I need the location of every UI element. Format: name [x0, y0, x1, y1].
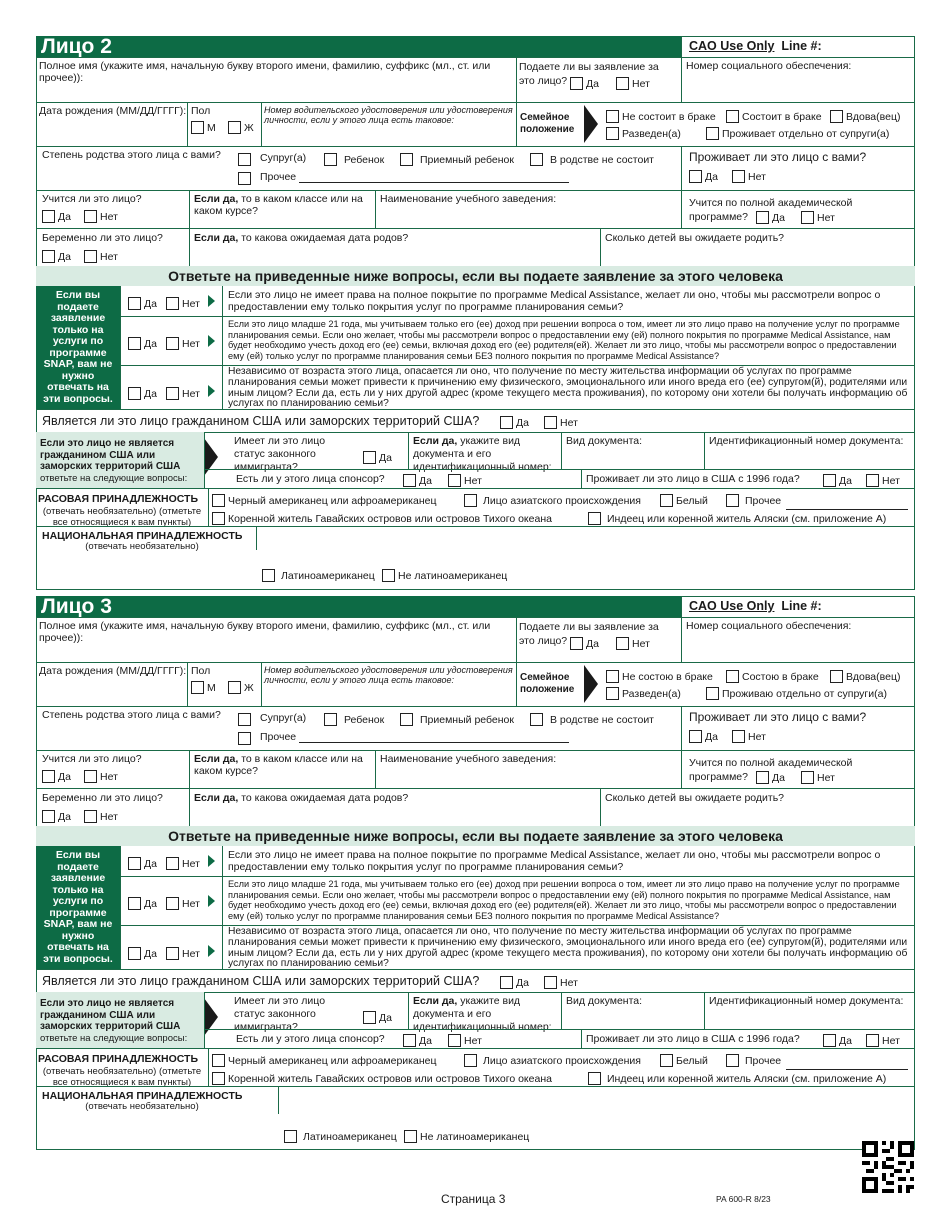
since1996-yes-label: Да: [839, 474, 852, 487]
marital-married-label: Состоит в браке: [742, 110, 822, 123]
applying-no-label: Нет: [632, 637, 650, 650]
race-native-checkbox[interactable]: [588, 1072, 601, 1085]
doc-type-question: Если да, укажите вид документа и его идентификационный номер:: [413, 435, 552, 473]
student-yes-checkbox[interactable]: [42, 770, 55, 783]
snap-note: Если вы подаете заявление только на услуги по программе SNAP, вам не нужно отвечать на эти вопросы.: [36, 286, 120, 409]
since1996-yes-checkbox[interactable]: [823, 474, 836, 487]
marital-single-checkbox[interactable]: [606, 670, 619, 683]
rel-child-checkbox[interactable]: [324, 153, 337, 166]
citizen-question: Является ли это лицо гражданином США или заморских территорий США?: [42, 974, 480, 988]
lives-with-yes-checkbox[interactable]: [689, 730, 702, 743]
race-hawaiian-checkbox[interactable]: [212, 1072, 225, 1085]
eth-nonhispanic-checkbox[interactable]: [404, 1130, 417, 1143]
lives-with-no-checkbox[interactable]: [732, 730, 745, 743]
license-label: Номер водительского удостоверения или удостоверения личности, если у этого лица есть таковое:: [264, 665, 513, 685]
doc-id-label: Идентификационный номер документа:: [709, 435, 904, 447]
due-date-question: Если да, то какова ожидаемая дата родов?: [194, 232, 409, 244]
ethnicity-title: НАЦИОНАЛЬНАЯ ПРИНАДЛЕЖНОСТЬ: [42, 1090, 243, 1102]
eth-hispanic-label: Латиноамериканец: [281, 569, 375, 582]
sex-f-label: Ж: [244, 121, 254, 134]
rel-spouse-checkbox[interactable]: [238, 713, 251, 726]
race-black-checkbox[interactable]: [212, 1054, 225, 1067]
race-white-checkbox[interactable]: [660, 494, 673, 507]
sex-m-checkbox[interactable]: [191, 121, 204, 134]
student-yes-label: Да: [58, 770, 71, 783]
race-other-input[interactable]: [786, 498, 908, 510]
grade-question: Если да, то в каком классе или на каком курсе?: [194, 753, 363, 777]
pregnant-yes-label: Да: [58, 250, 71, 263]
marital-single-label: Не состоит в браке: [622, 110, 716, 123]
fp-question-2: Если это лицо младше 21 года, мы учитываем только его (ее) доход при решении вопроса о том, имеет ли это лицо право на получение услуг по программе планирования семьи. Если оно желает, чтобы мы рассмотрели вопрос о предоставлении ему (ей) полного покрытия по программе Medical Assistance, нам будет необходимо учесть доход его (ее) семьи, включая доход его (ее) родителя(ей). Желает ли это лицо, чтобы мы рассмотрели вопрос о предоставлении ему (ей) только услуг по программе планирования семьи БЕЗ полного покрытия по программе Medical Assistance?: [228, 319, 900, 361]
student-no-label: Нет: [100, 770, 118, 783]
student-no-label: Нет: [100, 210, 118, 223]
q2-arrow-icon: [208, 895, 215, 907]
marital-married-checkbox[interactable]: [726, 670, 739, 683]
fulltime-yes-checkbox[interactable]: [756, 771, 769, 784]
sex-f-checkbox[interactable]: [228, 121, 241, 134]
rel-stepchild-label: Приемный ребенок: [420, 153, 514, 166]
marital-divorced-label: Разведен(а): [622, 127, 681, 140]
relation-label: Степень родства этого лица с вами?: [42, 149, 221, 161]
fp-q2-no-label: Нет: [182, 897, 200, 910]
since1996-question: Проживает ли это лицо в США с 1996 года?: [586, 473, 800, 485]
fp-q3-yes-label: Да: [144, 947, 157, 960]
fp-q3-no-label: Нет: [182, 387, 200, 400]
q1-arrow-icon: [208, 855, 215, 867]
pregnant-no-label: Нет: [100, 250, 118, 263]
fp-q3-yes-checkbox[interactable]: [128, 387, 141, 400]
since1996-no-label: Нет: [882, 1034, 900, 1047]
student-question: Учится ли это лицо?: [42, 193, 142, 205]
marital-separated-label: Проживает отдельно от супруги(а): [722, 127, 890, 140]
race-hawaiian-checkbox[interactable]: [212, 512, 225, 525]
marital-widowed-label: Вдова(вец): [846, 110, 901, 123]
babies-question: Сколько детей вы ожидаете родить?: [605, 792, 785, 804]
since1996-no-checkbox[interactable]: [866, 474, 879, 487]
fp-q3-yes-label: Да: [144, 387, 157, 400]
fp-q1-no-checkbox[interactable]: [166, 857, 179, 870]
fulltime-no-label: Нет: [817, 771, 835, 784]
race-other-label: Прочее: [745, 1054, 782, 1067]
marital-separated-checkbox[interactable]: [706, 687, 719, 700]
pregnant-yes-checkbox[interactable]: [42, 250, 55, 263]
section-band: Ответьте на приведенные ниже вопросы, если вы подаете заявление за этого человека: [36, 826, 915, 846]
q3-arrow-icon: [208, 945, 215, 957]
fp-q2-no-checkbox[interactable]: [166, 337, 179, 350]
since1996-yes-label: Да: [839, 1034, 852, 1047]
section-band: Ответьте на приведенные ниже вопросы, если вы подаете заявление за этого человека: [36, 266, 915, 286]
rel-other-checkbox[interactable]: [238, 172, 251, 185]
race-black-label: Черный американец или афроамериканец: [228, 494, 437, 507]
pregnant-no-checkbox[interactable]: [84, 810, 97, 823]
race-asian-checkbox[interactable]: [464, 494, 477, 507]
marital-divorced-checkbox[interactable]: [606, 127, 619, 140]
fp-q3-no-checkbox[interactable]: [166, 387, 179, 400]
citizen-yes-checkbox[interactable]: [500, 976, 513, 989]
race-asian-label: Лицо азиатского происхождения: [483, 494, 641, 507]
cao-use-only: CAO Use Only Line #:: [689, 39, 822, 53]
person-section: [36, 596, 915, 1150]
lives-with-question: Проживает ли это лицо с вами?: [689, 710, 867, 724]
race-asian-checkbox[interactable]: [464, 1054, 477, 1067]
rel-stepchild-checkbox[interactable]: [400, 713, 413, 726]
citizen-no-label: Нет: [560, 976, 578, 989]
marital-divorced-label: Разведен(а): [622, 687, 681, 700]
applying-yes-checkbox[interactable]: [570, 77, 583, 90]
fp-q1-yes-label: Да: [144, 297, 157, 310]
citizen-no-label: Нет: [560, 416, 578, 429]
fp-question-3: Независимо от возраста этого лица, опасается ли оно, что получение по месту жительства информации об услугах по программе планирования семьи может привести к причинению ему физического, эмоционального или иного вреда его (ее) супругом(й), родителями или иным лицом? Если да, есть ли у них другой адрес (кроме текущего места проживания), по которому они хотели бы получать информацию об услугах по планированию семьи?: [228, 926, 908, 970]
marital-married-label: Состою в браке: [742, 670, 819, 683]
dob-label: Дата рождения (ММ/ДД/ГГГГ):: [39, 665, 187, 677]
rel-child-label: Ребенок: [344, 713, 385, 726]
race-native-label: Индеец или коренной житель Аляски (см. приложение A): [607, 1072, 887, 1085]
doc-id-label: Идентификационный номер документа:: [709, 995, 904, 1007]
lives-with-yes-checkbox[interactable]: [689, 170, 702, 183]
race-black-checkbox[interactable]: [212, 494, 225, 507]
marital-label: Семейное положение: [520, 672, 575, 695]
fp-q3-yes-checkbox[interactable]: [128, 947, 141, 960]
fp-q3-no-label: Нет: [182, 947, 200, 960]
lives-with-no-checkbox[interactable]: [732, 170, 745, 183]
ethnicity-subtitle: (отвечать необязательно): [85, 1101, 199, 1112]
pregnant-no-label: Нет: [100, 810, 118, 823]
sponsor-yes-label: Да: [419, 474, 432, 487]
pregnant-yes-checkbox[interactable]: [42, 810, 55, 823]
applying-no-checkbox[interactable]: [616, 637, 629, 650]
fulltime-yes-label: Да: [772, 211, 785, 224]
eth-hispanic-checkbox[interactable]: [284, 1130, 297, 1143]
race-subtitle: (отвечать необязательно) (отметьте все относящиеся к вам пункты): [42, 506, 202, 528]
rel-stepchild-checkbox[interactable]: [400, 153, 413, 166]
snap-note: Если вы подаете заявление только на услуги по программе SNAP, вам не нужно отвечать на эти вопросы.: [36, 846, 120, 969]
race-other-checkbox[interactable]: [726, 494, 739, 507]
license-label: Номер водительского удостоверения или удостоверения личности, если у этого лица есть таковое:: [264, 105, 513, 125]
lives-with-question: Проживает ли это лицо с вами?: [689, 150, 867, 164]
fp-q1-yes-label: Да: [144, 857, 157, 870]
race-title: РАСОВАЯ ПРИНАДЛЕЖНОСТЬ: [38, 493, 199, 505]
dob-label: Дата рождения (ММ/ДД/ГГГГ):: [39, 105, 187, 117]
ssn-label: Номер социального обеспечения:: [686, 620, 852, 632]
fulltime-no-label: Нет: [817, 211, 835, 224]
person-section: [36, 36, 915, 590]
lives-with-yes-label: Да: [705, 730, 718, 743]
sex-m-label: М: [207, 681, 216, 694]
student-question: Учится ли это лицо?: [42, 753, 142, 765]
due-date-question: Если да, то какова ожидаемая дата родов?: [194, 792, 409, 804]
pregnant-question: Беременно ли это лицо?: [42, 792, 163, 804]
race-asian-label: Лицо азиатского происхождения: [483, 1054, 641, 1067]
rel-unrelated-checkbox[interactable]: [530, 153, 543, 166]
rel-other-input[interactable]: [299, 171, 569, 183]
noncitizen-arrow-icon: [204, 998, 218, 1036]
rel-other-checkbox[interactable]: [238, 732, 251, 745]
race-hawaiian-label: Коренной житель Гавайских островов или островов Тихого океана: [228, 1072, 552, 1085]
cao-use-only: CAO Use Only Line #:: [689, 599, 822, 613]
citizen-yes-label: Да: [516, 416, 529, 429]
rel-child-label: Ребенок: [344, 153, 385, 166]
rel-spouse-label: Супруг(а): [260, 152, 307, 164]
rel-other-label: Прочее: [260, 171, 297, 183]
marital-widowed-checkbox[interactable]: [830, 110, 843, 123]
sponsor-no-checkbox[interactable]: [448, 474, 461, 487]
fp-q1-no-label: Нет: [182, 857, 200, 870]
applying-no-checkbox[interactable]: [616, 77, 629, 90]
marital-widowed-label: Вдова(вец): [846, 670, 901, 683]
rel-spouse-label: Супруг(а): [260, 712, 307, 724]
sponsor-yes-label: Да: [419, 1034, 432, 1047]
doc-kind-label: Вид документа:: [566, 995, 643, 1007]
fp-q1-yes-checkbox[interactable]: [128, 297, 141, 310]
immigrant-status-question: Имеет ли это лицо статус законного иммигранта?: [234, 435, 326, 473]
marital-arrow-icon: [584, 665, 598, 703]
qr-code: [862, 1141, 914, 1193]
doc-type-question: Если да, укажите вид документа и его идентификационный номер:: [413, 995, 552, 1033]
fp-q1-no-label: Нет: [182, 297, 200, 310]
fp-q1-yes-checkbox[interactable]: [128, 857, 141, 870]
imm-yes-checkbox[interactable]: [363, 451, 376, 464]
sex-f-checkbox[interactable]: [228, 681, 241, 694]
marital-separated-checkbox[interactable]: [706, 127, 719, 140]
rel-stepchild-label: Приемный ребенок: [420, 713, 514, 726]
race-other-input[interactable]: [786, 1058, 908, 1070]
imm-yes-checkbox[interactable]: [363, 1011, 376, 1024]
race-white-label: Белый: [676, 1054, 708, 1067]
race-white-label: Белый: [676, 494, 708, 507]
rel-unrelated-checkbox[interactable]: [530, 713, 543, 726]
babies-question: Сколько детей вы ожидаете родить?: [605, 232, 785, 244]
fulltime-question: Учится по полной академической программе?: [689, 757, 853, 783]
sponsor-yes-checkbox[interactable]: [403, 1034, 416, 1047]
citizen-yes-checkbox[interactable]: [500, 416, 513, 429]
eth-hispanic-label: Латиноамериканец: [303, 1130, 397, 1143]
fp-question-2: Если это лицо младше 21 года, мы учитываем только его (ее) доход при решении вопроса о том, имеет ли это лицо право на получение услуг по программе планирования семьи. Если оно желает, чтобы мы рассмотрели вопрос о предоставлении ему (ей) полного покрытия по программе Medical Assistance, нам будет необходимо учесть доход его (ее) семьи, включая доход его (ее) родителя(ей). Желает ли это лицо, чтобы мы рассмотрели вопрос о предоставлении ему (ей) только услуг по программе планирования семьи БЕЗ полного покрытия по программе Medical Assistance?: [228, 879, 900, 921]
fp-question-1: Если это лицо не имеет права на полное покрытие по программе Medical Assistance, желает ли оно, чтобы мы рассмотрели вопрос о предоставлении ему только покрытия услуг по программе планирования семьи?: [228, 289, 881, 313]
fp-q2-yes-label: Да: [144, 337, 157, 350]
rel-other-input[interactable]: [299, 731, 569, 743]
page-number: Страница 3: [441, 1192, 506, 1206]
since1996-no-label: Нет: [882, 474, 900, 487]
marital-single-checkbox[interactable]: [606, 110, 619, 123]
student-no-checkbox[interactable]: [84, 210, 97, 223]
marital-married-checkbox[interactable]: [726, 110, 739, 123]
race-other-label: Прочее: [745, 494, 782, 507]
full-name-label: Полное имя (укажите имя, начальную букву второго имени, фамилию, суффикс (мл., ст. или прочее)):: [39, 60, 491, 84]
eth-nonhispanic-checkbox[interactable]: [382, 569, 395, 582]
fulltime-question: Учится по полной академической программе?: [689, 197, 853, 223]
q2-arrow-icon: [208, 335, 215, 347]
pregnant-no-checkbox[interactable]: [84, 250, 97, 263]
fp-question-1: Если это лицо не имеет права на полное покрытие по программе Medical Assistance, желает ли оно, чтобы мы рассмотрели вопрос о предоставлении ему только покрытия услуг по программе планирования семьи?: [228, 849, 881, 873]
race-black-label: Черный американец или афроамериканец: [228, 1054, 437, 1067]
ssn-label: Номер социального обеспечения:: [686, 60, 852, 72]
immigrant-status-question: Имеет ли это лицо статус законного иммигранта?: [234, 995, 326, 1033]
relation-label: Степень родства этого лица с вами?: [42, 709, 221, 721]
imm-yes-label: Да: [379, 1011, 392, 1024]
ethnicity-title: НАЦИОНАЛЬНАЯ ПРИНАДЛЕЖНОСТЬ: [42, 530, 243, 542]
marital-arrow-icon: [584, 105, 598, 143]
student-no-checkbox[interactable]: [84, 770, 97, 783]
sex-f-label: Ж: [244, 681, 254, 694]
fulltime-yes-checkbox[interactable]: [756, 211, 769, 224]
school-label: Наименование учебного заведения:: [380, 193, 557, 205]
applying-question: Подаете ли вы заявление за это лицо?: [519, 61, 659, 87]
fp-q2-yes-checkbox[interactable]: [128, 337, 141, 350]
marital-divorced-checkbox[interactable]: [606, 687, 619, 700]
sponsor-question: Есть ли у этого лица спонсор?: [236, 1033, 385, 1045]
marital-separated-label: Проживаю отдельно от супруги(а): [722, 687, 887, 700]
pregnant-yes-label: Да: [58, 810, 71, 823]
marital-single-label: Не состою в браке: [622, 670, 713, 683]
race-native-label: Индеец или коренной житель Аляски (см. приложение A): [607, 512, 887, 525]
fp-q2-no-checkbox[interactable]: [166, 897, 179, 910]
since1996-question: Проживает ли это лицо в США с 1996 года?: [586, 1033, 800, 1045]
race-other-checkbox[interactable]: [726, 1054, 739, 1067]
sex-label: Пол: [191, 105, 211, 117]
student-yes-checkbox[interactable]: [42, 210, 55, 223]
noncitizen-box: Если это лицо не является гражданином США или заморских территорий США ответьте на следующие вопросы:: [36, 992, 204, 1048]
citizen-no-checkbox[interactable]: [544, 416, 557, 429]
grade-question: Если да, то в каком классе или на каком курсе?: [194, 193, 363, 217]
sex-m-checkbox[interactable]: [191, 681, 204, 694]
sex-label: Пол: [191, 665, 211, 677]
eth-nonhispanic-label: Не латиноамериканец: [420, 1130, 530, 1143]
eth-nonhispanic-label: Не латиноамериканец: [398, 569, 508, 582]
citizen-no-checkbox[interactable]: [544, 976, 557, 989]
since1996-no-checkbox[interactable]: [866, 1034, 879, 1047]
applying-yes-checkbox[interactable]: [570, 637, 583, 650]
sponsor-no-checkbox[interactable]: [448, 1034, 461, 1047]
rel-spouse-checkbox[interactable]: [238, 153, 251, 166]
marital-widowed-checkbox[interactable]: [830, 670, 843, 683]
student-yes-label: Да: [58, 210, 71, 223]
fp-q1-no-checkbox[interactable]: [166, 297, 179, 310]
applying-yes-label: Да: [586, 77, 599, 90]
fulltime-yes-label: Да: [772, 771, 785, 784]
full-name-label: Полное имя (укажите имя, начальную букву второго имени, фамилию, суффикс (мл., ст. или прочее)):: [39, 620, 491, 644]
fp-q2-yes-label: Да: [144, 897, 157, 910]
applying-yes-label: Да: [586, 637, 599, 650]
rel-unrelated-label: В родстве не состоит: [550, 153, 654, 166]
pregnant-question: Беременно ли это лицо?: [42, 232, 163, 244]
lives-with-no-label: Нет: [748, 730, 766, 743]
q1-arrow-icon: [208, 295, 215, 307]
sponsor-no-label: Нет: [464, 474, 482, 487]
sex-m-label: М: [207, 121, 216, 134]
doc-kind-label: Вид документа:: [566, 435, 643, 447]
rel-unrelated-label: В родстве не состоит: [550, 713, 654, 726]
ethnicity-subtitle: (отвечать необязательно): [85, 541, 199, 552]
marital-label: Семейное положение: [520, 112, 575, 135]
fulltime-no-checkbox[interactable]: [801, 211, 814, 224]
person-title: Лицо 2: [36, 36, 681, 57]
rel-other-label: Прочее: [260, 731, 297, 743]
rel-child-checkbox[interactable]: [324, 713, 337, 726]
citizen-question: Является ли это лицо гражданином США или заморских территорий США?: [42, 414, 480, 428]
since1996-yes-checkbox[interactable]: [823, 1034, 836, 1047]
lives-with-no-label: Нет: [748, 170, 766, 183]
fulltime-no-checkbox[interactable]: [801, 771, 814, 784]
race-hawaiian-label: Коренной житель Гавайских островов или островов Тихого океана: [228, 512, 552, 525]
sponsor-question: Есть ли у этого лица спонсор?: [236, 473, 385, 485]
imm-yes-label: Да: [379, 451, 392, 464]
noncitizen-box: Если это лицо не является гражданином США или заморских территорий США ответьте на следующие вопросы:: [36, 432, 204, 488]
eth-hispanic-checkbox[interactable]: [262, 569, 275, 582]
race-native-checkbox[interactable]: [588, 512, 601, 525]
race-white-checkbox[interactable]: [660, 1054, 673, 1067]
citizen-yes-label: Да: [516, 976, 529, 989]
fp-q3-no-checkbox[interactable]: [166, 947, 179, 960]
race-subtitle: (отвечать необязательно) (отметьте все относящиеся к вам пункты): [42, 1066, 202, 1088]
person-title: Лицо 3: [36, 596, 681, 617]
fp-question-3: Независимо от возраста этого лица, опасается ли оно, что получение по месту жительства информации об услугах по программе планирования семьи может привести к причинению ему физического, эмоционального или иного вреда его (ее) супругом(й), родителями или иным лицом? Если да, есть ли у них другой адрес (кроме текущего места проживания), по которому они хотели бы получать информацию об услугах по планированию семьи?: [228, 366, 908, 410]
fp-q2-no-label: Нет: [182, 337, 200, 350]
q3-arrow-icon: [208, 385, 215, 397]
school-label: Наименование учебного заведения:: [380, 753, 557, 765]
applying-question: Подаете ли вы заявление за это лицо?: [519, 621, 659, 647]
form-code: PA 600-R 8/23: [716, 1194, 771, 1204]
sponsor-no-label: Нет: [464, 1034, 482, 1047]
applying-no-label: Нет: [632, 77, 650, 90]
lives-with-yes-label: Да: [705, 170, 718, 183]
noncitizen-arrow-icon: [204, 438, 218, 476]
race-title: РАСОВАЯ ПРИНАДЛЕЖНОСТЬ: [38, 1053, 199, 1065]
sponsor-yes-checkbox[interactable]: [403, 474, 416, 487]
fp-q2-yes-checkbox[interactable]: [128, 897, 141, 910]
